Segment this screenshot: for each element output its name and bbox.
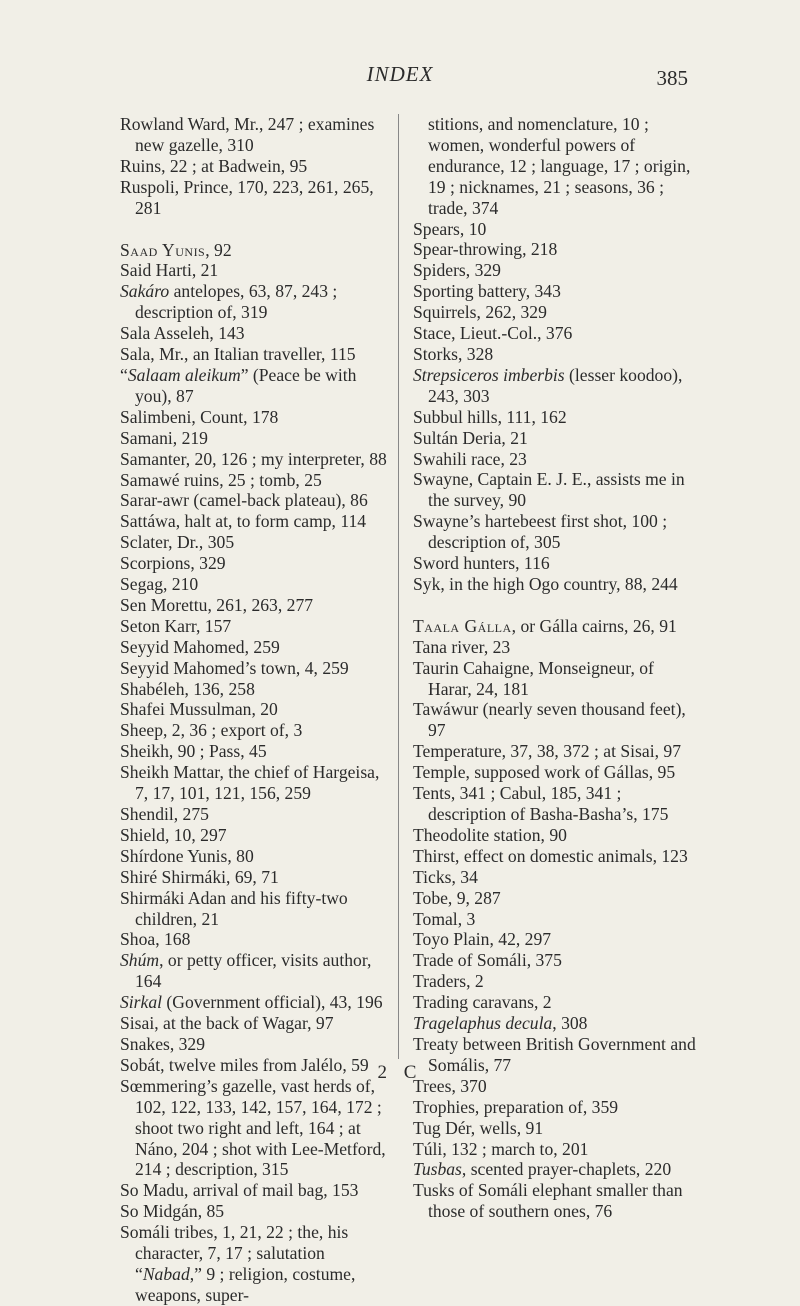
index-entry: Toyo Plain, 42, 297 <box>413 929 552 950</box>
index-entry: Snakes, 329 <box>120 1033 206 1054</box>
index-entry: Sakáro antelopes, 63, 87, 243 ; description of, 319 <box>120 281 338 323</box>
index-entry: Segag, 210 <box>120 574 199 595</box>
running-title: INDEX <box>366 62 434 86</box>
index-entry: Salimbeni, Count, 178 <box>120 406 279 427</box>
index-entry: Samawé ruins, 25 ; tomb, 25 <box>120 469 322 490</box>
index-entry: Scorpions, 329 <box>120 553 226 574</box>
index-entry: Sœmmering’s gazelle, vast herds of, 102, 122, 133, 142, 157, 164, 172 ; shoot two right and left, 164 ; at Náno, 204 ; shot with Lee-Metford, 214 ; description, 315 <box>120 1075 386 1180</box>
index-entry: Ticks, 34 <box>413 866 478 887</box>
index-entry: Shirmáki Adan and his fifty-two children, 21 <box>120 887 348 929</box>
index-entry: Túli, 132 ; march to, 201 <box>413 1138 589 1159</box>
index-entry: Shafei Mussulman, 20 <box>120 699 278 720</box>
index-entry: Sattáwa, halt at, to form camp, 114 <box>120 511 367 532</box>
index-entry: Sobát, twelve miles from Jalélo, 59 <box>120 1054 369 1075</box>
index-entry: Stace, Lieut.-Col., 376 <box>413 323 573 344</box>
index-entry: Trading caravans, 2 <box>413 992 552 1013</box>
index-entry: Sword hunters, 116 <box>413 553 550 574</box>
signature-mark: 2 C <box>377 1062 423 1083</box>
index-entry: Spears, 10 <box>413 218 487 239</box>
index-entry: Sen Morettu, 261, 263, 277 <box>120 594 314 615</box>
index-entry: Traders, 2 <box>413 971 484 992</box>
index-entry: “Salaam aleikum” (Peace be with you), 87 <box>120 364 357 406</box>
index-entry: Swayne’s hartebeest first shot, 100 ; description of, 305 <box>413 511 668 553</box>
letter-section-gap <box>413 595 698 616</box>
index-entry: Sporting battery, 343 <box>413 281 561 302</box>
index-entry: Tomal, 3 <box>413 908 476 929</box>
index-entry: Sarar-awr (camel-back plateau), 86 <box>120 490 368 511</box>
index-entry: Rowland Ward, Mr., 247 ; examines new gazelle, 310 <box>120 114 375 155</box>
index-entry: Strepsiceros imberbis (lesser koodoo), 243, 303 <box>413 364 683 406</box>
index-entry: Samanter, 20, 126 ; my interpreter, 88 <box>120 448 387 469</box>
index-entry: Tug Dér, wells, 91 <box>413 1117 544 1138</box>
index-entry: Ruins, 22 ; at Badwein, 95 <box>120 155 308 176</box>
index-entry: Spiders, 329 <box>413 260 501 281</box>
index-entry: Taala Gálla, or Gálla cairns, 26, 91 <box>413 615 677 636</box>
index-column-right <box>413 114 698 1222</box>
index-entry: Seyyid Mahomed’s town, 4, 259 <box>120 657 349 678</box>
index-entry: Swahili race, 23 <box>413 448 527 469</box>
letter-section-gap <box>120 219 390 240</box>
index-entry: Seyyid Mahomed, 259 <box>120 636 280 657</box>
index-entry: Tents, 341 ; Cabul, 185, 341 ; description of Basha-Basha’s, 175 <box>413 783 669 824</box>
index-entry: stitions, and nomenclature, 10 ; women, wonderful powers of endurance, 12 ; language, 17 ; origin, 19 ; nicknames, 21 ; seasons, 36 ; trade, 374 <box>428 114 691 218</box>
index-entry: Sirkal (Government official), 43, 196 <box>120 992 383 1013</box>
index-entry: Somáli tribes, 1, 21, 22 ; the, his character, 7, 17 ; salutation “Nabad,” 9 ; religion, costume, weapons, super- <box>120 1222 356 1305</box>
index-entry: Sisai, at the back of Wagar, 97 <box>120 1013 334 1034</box>
index-entry: Subbul hills, 111, 162 <box>413 406 567 427</box>
index-entry: Tawáwur (nearly seven thousand feet), 97 <box>413 699 686 741</box>
index-column-left <box>120 114 399 1305</box>
index-entry: Shiré Shirmáki, 69, 71 <box>120 866 279 887</box>
index-entry: Ruspoli, Prince, 170, 223, 261, 265, 281 <box>120 176 374 218</box>
index-entry: So Midgán, 85 <box>120 1201 225 1222</box>
index-entry: Tusks of Somáli elephant smaller than those of southern ones, 76 <box>413 1180 683 1222</box>
index-entry: Tragelaphus decula, 308 <box>413 1013 588 1034</box>
index-entry: Sheep, 2, 36 ; export of, 3 <box>120 720 303 741</box>
index-entry: So Madu, arrival of mail bag, 153 <box>120 1180 359 1201</box>
index-entry: Saad Yunis, 92 <box>120 239 232 260</box>
index-entry: Shendil, 275 <box>120 804 209 824</box>
index-entry: Temple, supposed work of Gállas, 95 <box>413 762 676 783</box>
index-entry: Sala, Mr., an Italian traveller, 115 <box>120 344 356 365</box>
index-entry: Spear-throwing, 218 <box>413 239 558 260</box>
index-entry: Tusbas, scented prayer-chaplets, 220 <box>413 1159 672 1180</box>
index-entry: Tobe, 9, 287 <box>413 887 501 908</box>
index-entry: Theodolite station, 90 <box>413 824 567 845</box>
index-entry: Thirst, effect on domestic animals, 123 <box>413 845 688 866</box>
index-entry: Shabéleh, 136, 258 <box>120 678 255 699</box>
index-entry: Syk, in the high Ogo country, 88, 244 <box>413 573 678 594</box>
index-entry: Sheikh Mattar, the chief of Hargeisa, 7, 17, 101, 121, 156, 259 <box>120 762 380 804</box>
index-entry: Tana river, 23 <box>413 636 511 657</box>
index-entry: Taurin Cahaigne, Monseigneur, of Harar, 24, 181 <box>413 657 654 699</box>
index-entry: Seton Karr, 157 <box>120 615 232 636</box>
index-entry: Swayne, Captain E. J. E., assists me in the survey, 90 <box>413 469 685 511</box>
index-entry: Shírdone Yunis, 80 <box>120 845 254 866</box>
index-entry: Squirrels, 262, 329 <box>413 302 547 323</box>
index-entry: Trade of Somáli, 375 <box>413 950 562 971</box>
index-entry: Trees, 370 <box>413 1075 487 1096</box>
index-entry: Said Harti, 21 <box>120 260 219 281</box>
index-entry: Shield, 10, 297 <box>120 824 227 845</box>
index-entry: Sheikh, 90 ; Pass, 45 <box>120 741 267 762</box>
index-entry: Sclater, Dr., 305 <box>120 532 235 553</box>
page-number: 385 <box>656 66 688 90</box>
index-entry: Storks, 328 <box>413 343 494 364</box>
index-entry: Trophies, preparation of, 359 <box>413 1096 619 1117</box>
index-entry: Sala Asseleh, 143 <box>120 323 245 344</box>
index-entry: Sultán Deria, 21 <box>413 427 528 448</box>
index-entry: Temperature, 37, 38, 372 ; at Sisai, 97 <box>413 741 681 762</box>
index-entry: Shoa, 168 <box>120 929 191 950</box>
index-entry: Treaty between British Government and Somális, 77 <box>413 1033 696 1075</box>
index-entry: Shúm, or petty officer, visits author, 164 <box>120 950 372 992</box>
index-entry: Samani, 219 <box>120 427 208 448</box>
page-header <box>0 62 800 96</box>
